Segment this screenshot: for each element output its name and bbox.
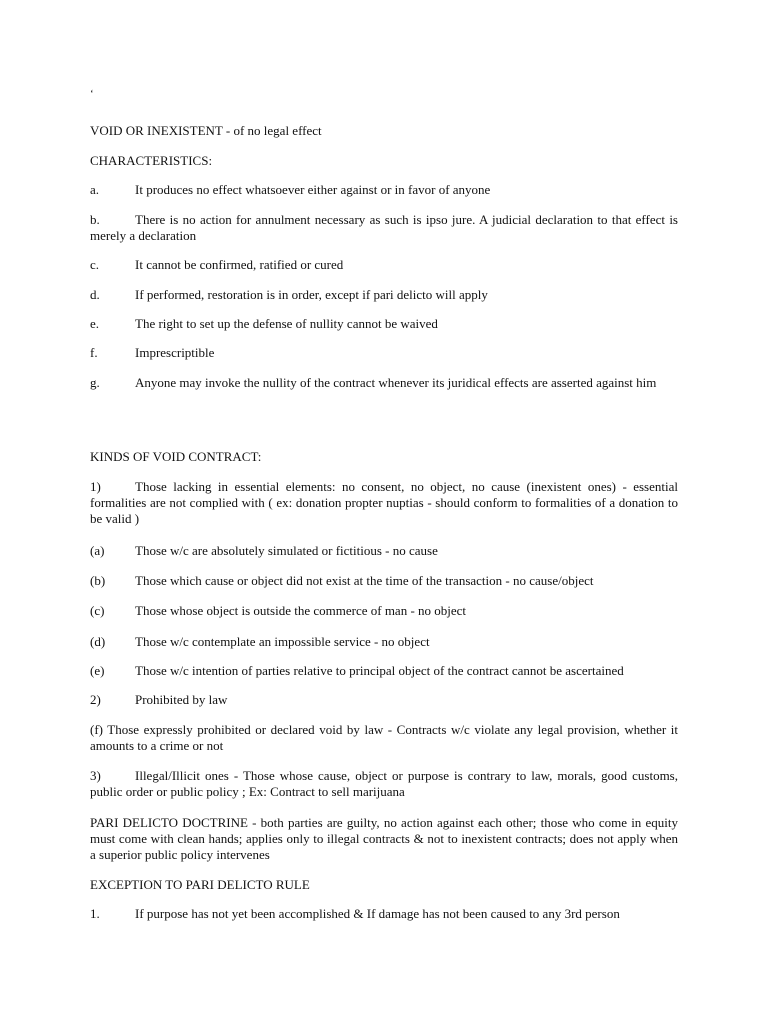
- stray-tick-mark: ‘: [90, 88, 94, 100]
- characteristic-f: [90, 345, 678, 361]
- list-label: g.: [90, 375, 100, 390]
- sub-item-d: [90, 634, 678, 650]
- pari-delicto-doctrine: PARI DELICTO DOCTRINE - both parties are guilty, no action against each other; those who come in equity must come with clean hands; applies only to illegal contracts & not to inexistent contracts; does not apply when a superior public policy intervenes: [90, 815, 678, 862]
- list-text: Prohibited by law: [135, 692, 228, 707]
- characteristic-g: [90, 375, 678, 391]
- kinds-item-1: [90, 479, 678, 527]
- characteristic-a: [90, 182, 678, 198]
- list-text: It produces no effect whatsoever either against or in favor of anyone: [135, 182, 491, 197]
- list-text: Anyone may invoke the nullity of the contract whenever its juridical effects are asserted against him: [135, 375, 657, 390]
- kinds-item-3: [90, 768, 678, 800]
- list-label: (d): [90, 634, 106, 649]
- sub-item-a: [90, 543, 678, 559]
- characteristic-c: [90, 257, 678, 273]
- list-label: d.: [90, 287, 100, 302]
- sub-item-b: [90, 573, 678, 589]
- list-text: Imprescriptible: [135, 345, 215, 360]
- characteristics-heading: CHARACTERISTICS:: [90, 153, 213, 168]
- list-text: Those w/c are absolutely simulated or fictitious - no cause: [135, 543, 438, 558]
- kinds-heading: KINDS OF VOID CONTRACT:: [90, 449, 262, 464]
- document-title: VOID OR INEXISTENT - of no legal effect: [90, 123, 322, 138]
- list-label: a.: [90, 182, 100, 197]
- sub-item-c: [90, 603, 678, 619]
- item-f: (f) Those expressly prohibited or declared void by law - Contracts w/c violate any legal provision, whether it amounts to a crime or not: [90, 722, 678, 753]
- list-label: (b): [90, 573, 106, 588]
- list-label: e.: [90, 316, 100, 331]
- list-text: If purpose has not yet been accomplished & If damage has not been caused to any 3rd person: [135, 906, 620, 921]
- list-label: (a): [90, 543, 105, 558]
- list-text: If performed, restoration is in order, except if pari delicto will apply: [135, 287, 488, 302]
- sub-item-e: [90, 663, 678, 679]
- list-text: Illegal/Illicit ones - Those whose cause, object or purpose is contrary to law, morals, good customs, public order or public policy ; Ex: Contract to sell marijuana: [90, 768, 678, 799]
- list-label: 1.: [90, 906, 100, 921]
- characteristic-e: [90, 316, 678, 332]
- list-label: 3): [90, 768, 101, 783]
- list-text: It cannot be confirmed, ratified or cured: [135, 257, 344, 272]
- list-label: f.: [90, 345, 98, 360]
- list-label: 1): [90, 479, 101, 494]
- exception-heading: EXCEPTION TO PARI DELICTO RULE: [90, 877, 310, 892]
- exception-item-1: [90, 906, 678, 922]
- kinds-item-2: [90, 692, 678, 708]
- list-text: Those w/c intention of parties relative to principal object of the contract cannot be ascertained: [135, 663, 624, 678]
- characteristic-d: [90, 287, 678, 303]
- list-text: Those lacking in essential elements: no consent, no object, no cause (inexistent ones) - essential formalities are not complied with ( ex: donation propter nuptias - should conform to formalities of a donation to be valid ): [90, 479, 678, 526]
- list-text: Those which cause or object did not exist at the time of the transaction - no cause/object: [135, 573, 594, 588]
- characteristic-b: [90, 212, 678, 244]
- list-text: Those w/c contemplate an impossible service - no object: [135, 634, 430, 649]
- list-label: c.: [90, 257, 100, 272]
- list-label: b.: [90, 212, 100, 227]
- list-text: The right to set up the defense of nullity cannot be waived: [135, 316, 438, 331]
- list-label: (e): [90, 663, 105, 678]
- list-label: 2): [90, 692, 101, 707]
- list-label: (c): [90, 603, 105, 618]
- list-text: There is no action for annulment necessary as such is ipso jure. A judicial declaration to that effect is merely a declaration: [90, 212, 678, 243]
- list-text: Those whose object is outside the commerce of man - no object: [135, 603, 467, 618]
